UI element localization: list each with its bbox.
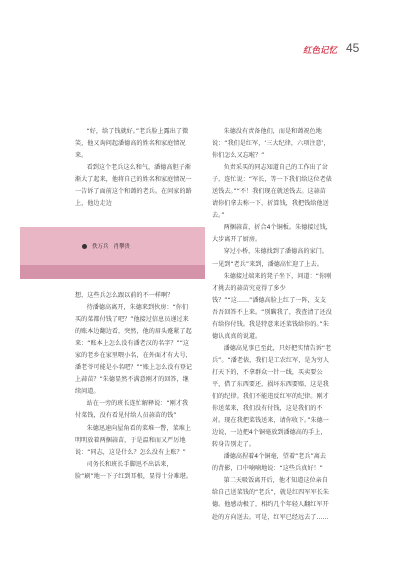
paragraph: 朱德迅速向屋角看的菜堆一瞥，菜堆上明明放着两捆蒜苗，于是温和而又严厉地说：“同志，这是什么？怎么没有上账？” (75, 424, 192, 456)
paragraph: 潘德高见事已至此，只好把实情告诉“老兵”。“潘老俵，我们是工农红军，是为穷人打天下的，不拿群众一针一线，买卖要公平，借了东西要还，损坏东西要赔，这是我们的纪律。我们不能违反红军的纪律。刚才你送菜来，我们没有付钱，这是我们的不对。现在我把菜钱送来，请你收下。”朱德一边说，一边把4个铜毫放到潘德高的手上，转身告别走了。 (212, 344, 332, 449)
paragraph: 潘德高捏着4个铜毫，望着“老兵”离去的背影，口中喃喃地说：“这些兵真好！” (212, 453, 327, 473)
editor-name: 肖攀贵 (113, 244, 131, 250)
byline (82, 242, 130, 250)
paragraph: 穿过小桥，朱德找到了潘德高的家门。一见到“老兵”来到，潘德高忙迎了上去。 (212, 248, 329, 268)
byline-banner-bar (20, 265, 205, 279)
author-name: 佚万兵 (92, 244, 109, 250)
paragraph: 朱德没有责备他们，而是和蔼祝色地说：“我们是红军，‘三大纪律，六项注意’，你们怎么又忘啦？” (212, 128, 330, 160)
right-column (212, 126, 332, 524)
bullet-dot-icon (82, 244, 87, 249)
paragraph: 站在一旁的班长连忙解释说：“刚才我付菜钱，没有看见付给人员蒜苗的钱” (75, 400, 189, 420)
paragraph: 看到这个老兵这么和气，潘德高胆子渐渐大了起来，他将自己的姓名和家庭情况一一告诉了面前这个和蔼的老兵。在问家的路上，他边走边 (75, 164, 192, 208)
page-number: 45 (346, 41, 360, 55)
left-column-top (75, 126, 193, 210)
paragraph: 第二天吸饭离开后，他才知道这位亲自给自己送菜钱的“老兵”，就是红四军军长朱德。他感动极了，相约几个年轻人翻红军开赴的方向送去。可是，红军已经远去了…… (212, 477, 330, 521)
paragraph: 想，这些兵怎么跟以前的不一样啊？ (75, 292, 174, 299)
paragraph: 司务长和班长手脚迅不出话来，脸“刷”地一下子红到耳根，显得十分难堪。 (75, 460, 193, 480)
paragraph: 朱德接过端来的凳子坐下，问道：“你刚才挑去的蒜苗究竟得了多少钱？”“这……”潘德高脸上红了一阵，支支吾吾回答不上来。“别瞒我了，我查清了还没有给你付钱。我是特意来还菜钱给你的。”朱德认真真的说道。 (212, 272, 332, 340)
paragraph: 负责采买的同志知道自己的工作出了岔子，连忙说：“军长，等一下我们给这位老俵送钱去。”“不！我们现在就送钱去。这蒜苗请你们拿去称一下，折算钱，我把钱给他送去。” (212, 164, 332, 220)
section-title: 红色记忆 (303, 46, 338, 56)
paragraph: 待潘德高离开，朱德来到伙房：“你们买的菜都付钱了吧？”他接过信息员递过来的账本边翻边看，突然，他的眉头蹙紧了起来：“账本上怎么没有潘老汉的名字？”“这家的老乡在家里喂小名，在外面才有大号，潘老爷可能是小名吧？”“账上怎么没有登记上蒜苗？”朱德显然不满意刚才的回答，继续问道。 (75, 304, 193, 396)
byline-banner (20, 227, 205, 279)
paragraph: “好，给了钱就好。”老兵脸上露出了微笑，他又询问起潘德高的姓名和家庭情况来。 (75, 128, 189, 160)
paragraph: 两捆蒜苗，折合4个铜板。朱德接过钱，大步离开了厨房。 (212, 224, 332, 244)
left-column-bottom (75, 290, 193, 483)
